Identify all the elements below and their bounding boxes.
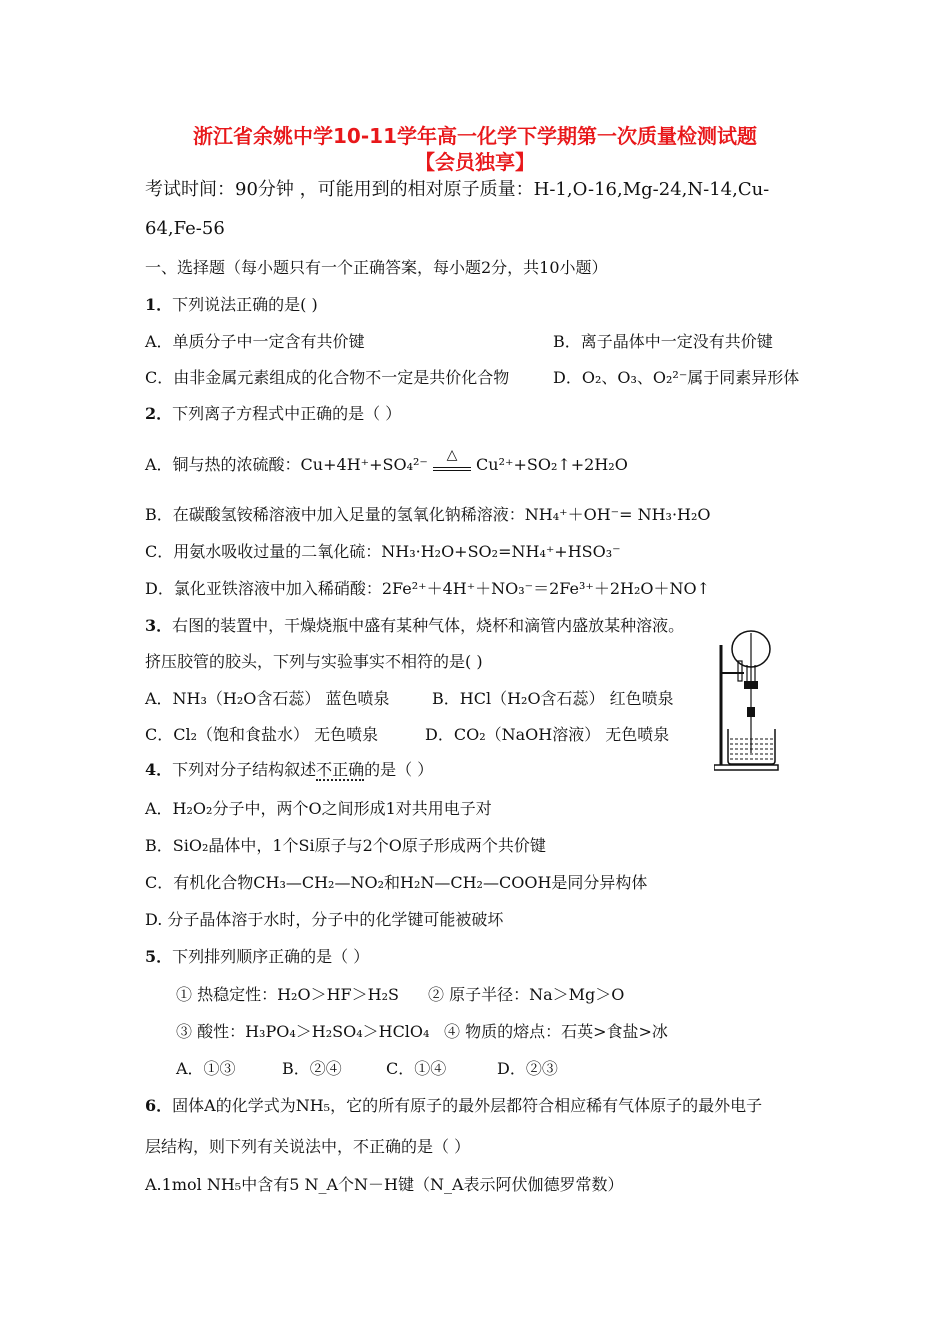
q5-option-d: D．②③ [497, 1059, 558, 1078]
exam-info-line1: 考试时间：90分钟 ，可能用到的相对原子质量：H-1,O-16,Mg-24,N-14,Cu- [145, 179, 770, 200]
equation-right: Cu²⁺+SO₂↑+2H₂O [476, 455, 628, 474]
question-stem: 下列说法正确的是( ) [172, 295, 318, 314]
question-stem: 下列离子方程式中正确的是（ ） [172, 404, 402, 423]
question-3 [145, 616, 684, 636]
question-6 [145, 1096, 762, 1116]
question-stem: 下列排列顺序正确的是（ ） [172, 947, 370, 966]
equation-left: A．铜与热的浓硫酸：Cu+4H⁺+SO₄²⁻ [145, 455, 428, 474]
q5-option-b: B．②④ [282, 1059, 342, 1078]
q4-option-b: B．SiO₂晶体中，1个Si原子与2个O原子形成两个共价键 [145, 836, 546, 855]
stand-base [714, 765, 778, 770]
fountain-apparatus-figure [714, 625, 784, 773]
q5-option-c: C．①④ [386, 1059, 447, 1078]
q1-option-a: A．单质分子中一定含有共价键 [145, 332, 365, 351]
q2-option-d: D．氯化亚铁溶液中加入稀硝酸：2Fe²⁺＋4H⁺＋NO₃⁻＝2Fe³⁺＋2H₂O＋NO↑ [145, 579, 711, 598]
q5-item-2: ② 原子半径：Na＞Mg＞O [428, 985, 625, 1004]
heat-icon: △ [446, 447, 458, 463]
q3-option-a: A．NH₃（H₂O含石蕊） 蓝色喷泉 [145, 689, 390, 708]
section-heading: 一、选择题（每小题只有一个正确答案，每小题2分，共10小题） [145, 258, 608, 277]
q4-option-a: A．H₂O₂分子中，两个O之间形成1对共用电子对 [145, 799, 492, 818]
question-number: 5． [145, 947, 173, 966]
question-4 [145, 760, 433, 780]
q1-option-d: D．O₂、O₃、O₂²⁻属于同素异形体 [553, 368, 800, 387]
question-1 [145, 295, 318, 315]
question-stem-suffix: 的是（ ） [364, 760, 434, 779]
q6-option-a: A.1mol NH₅中含有5 N_A个N－H键（N_A表示阿伏伽德罗常数） [145, 1175, 624, 1194]
question-number: 1． [145, 295, 173, 314]
question-number: 2． [145, 404, 173, 423]
q3-option-b: B．HCl（H₂O含石蕊） 红色喷泉 [432, 689, 674, 708]
q6-stem-line2: 层结构，则下列有关说法中，不正确的是（ ） [145, 1137, 471, 1156]
q2-option-a [145, 447, 628, 475]
q4-option-d: D. 分子晶体溶于水时，分子中的化学键可能被破坏 [145, 910, 504, 929]
q4-option-c: C．有机化合物CH₃—CH₂—NO₂和H₂N—CH₂—COOH是同分异构体 [145, 873, 648, 892]
q2-option-b: B．在碳酸氢铵稀溶液中加入足量的氢氧化钠稀溶液：NH₄⁺＋OH⁻= NH₃·H₂O [145, 505, 711, 524]
question-stem: 固体A的化学式为NH₅，它的所有原子的最外层都符合相应稀有气体原子的最外电子 [172, 1096, 763, 1115]
q1-option-b: B．离子晶体中一定没有共价键 [553, 332, 773, 351]
q2-option-c: C．用氨水吸收过量的二氧化硫：NH₃·H₂O+SO₂=NH₄⁺+HSO₃⁻ [145, 542, 621, 561]
question-2 [145, 404, 401, 424]
question-5 [145, 947, 369, 967]
question-number: 4． [145, 760, 173, 779]
tube-clamp [747, 707, 755, 717]
q5-item-3: ③ 酸性：H₃PO₄＞H₂SO₄＞HClO₄ [176, 1022, 430, 1041]
q5-option-a: A．①③ [176, 1059, 236, 1078]
question-stem-prefix: 下列对分子结构叙述 [172, 760, 317, 779]
question-number: 6． [145, 1096, 173, 1115]
emphasis-text: 不正确 [316, 760, 365, 779]
exam-info-line2: 64,Fe-56 [145, 218, 225, 239]
q5-item-4: ④ 物质的熔点：石英>食盐>冰 [444, 1022, 668, 1041]
q3-option-c: C．Cl₂（饱和食盐水） 无色喷泉 [145, 725, 379, 744]
equals-sign [433, 467, 471, 471]
question-number: 3． [145, 616, 173, 635]
document-subtitle: 【会员独享】 [415, 150, 535, 174]
q5-item-1: ① 热稳定性：H₂O＞HF＞H₂S [176, 985, 399, 1004]
document-title: 浙江省余姚中学10-11学年高一化学下学期第一次质量检测试题 [193, 124, 757, 148]
question-stem: 右图的装置中，干燥烧瓶中盛有某种气体，烧杯和滴管内盛放某种溶液。 [172, 616, 685, 635]
q3-option-d: D．CO₂（NaOH溶液） 无色喷泉 [425, 725, 670, 744]
q1-option-c: C．由非金属元素组成的化合物不一定是共价化合物 [145, 368, 510, 387]
q3-stem-line2: 挤压胶管的胶头，下列与实验事实不相符的是( ) [145, 652, 483, 671]
